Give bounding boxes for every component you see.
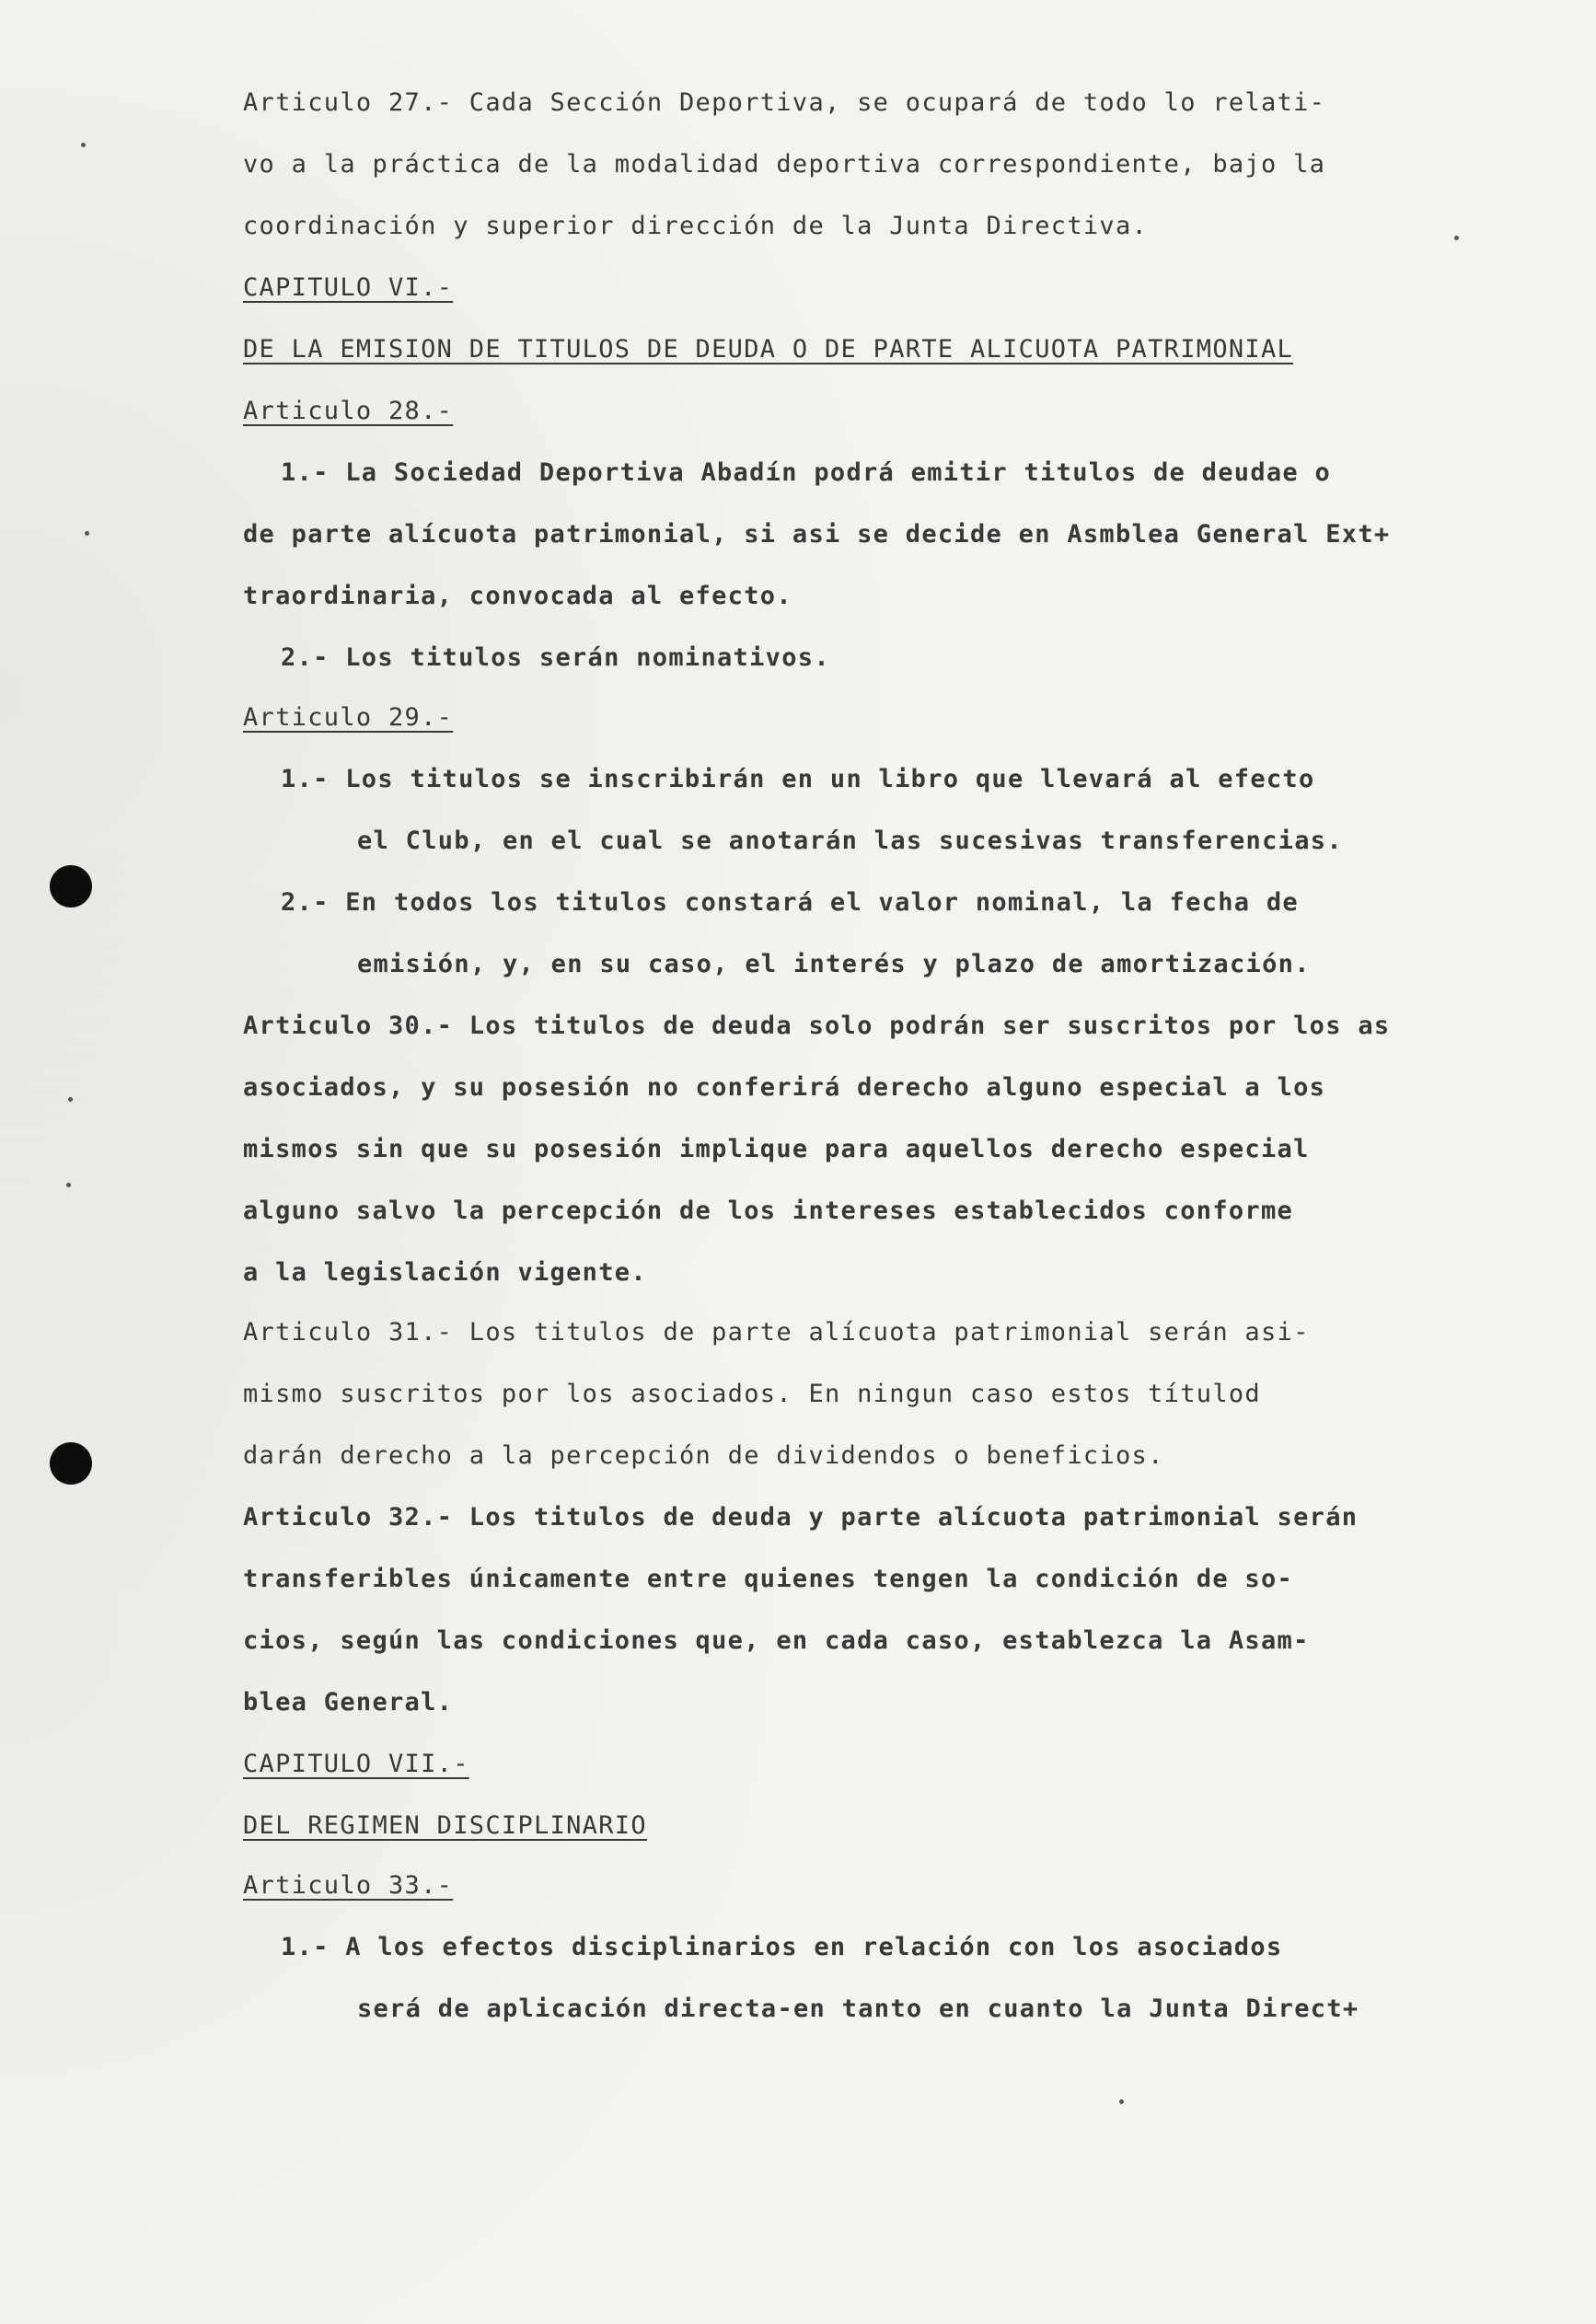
article-28-item-1-line-2: de parte alícuota patrimonial, si asi se decide en Asmblea General Ext+ xyxy=(243,520,1391,549)
ink-speck xyxy=(66,1183,71,1187)
article-29-item-1-line-2: el Club, en el cual se anotarán las sucesivas transferencias. xyxy=(357,827,1343,855)
article-33-item-1-line-2: será de aplicación directa-en tanto en cuanto la Junta Direct+ xyxy=(357,1994,1359,2023)
article-30-line-1: Articulo 30.- Los titulos de deuda solo podrán ser suscritos por los as xyxy=(243,1012,1391,1040)
article-29-item-2-line-1: 2.- En todos los titulos constará el valor nominal, la fecha de xyxy=(281,888,1299,917)
article-27-line-2: vo a la práctica de la modalidad deportiva correspondiente, bajo la xyxy=(243,150,1326,179)
article-29-heading: Articulo 29.- xyxy=(243,703,454,732)
article-30-line-2: asociados, y su posesión no conferirá derecho alguno especial a los xyxy=(243,1073,1326,1102)
article-28-item-1-line-3: traordinaria, convocada al efecto. xyxy=(243,582,792,610)
article-28-heading: Articulo 28.- xyxy=(243,397,454,425)
article-29-item-2-line-2: emisión, y, en su caso, el interés y plazo de amortización. xyxy=(357,950,1311,978)
article-33-item-1-line-1: 1.- A los efectos disciplinarios en relación con los asociados xyxy=(281,1933,1283,1961)
article-27-line-1: Articulo 27.- Cada Sección Deportiva, se ocupará de todo lo relati- xyxy=(243,88,1326,117)
chapter-7-heading: CAPITULO VII.- xyxy=(243,1750,469,1778)
article-30-line-5: a la legislación vigente. xyxy=(243,1258,647,1287)
chapter-6-title: DE LA EMISION DE TITULOS DE DEUDA O DE PARTE ALICUOTA PATRIMONIAL xyxy=(243,335,1294,364)
ink-speck xyxy=(1119,2099,1124,2104)
article-30-line-3: mismos sin que su posesión implique para aquellos derecho especial xyxy=(243,1135,1310,1163)
article-29-item-1-line-1: 1.- Los titulos se inscribirán en un libro que llevará al efecto xyxy=(281,765,1315,793)
article-32-line-2: transferibles únicamente entre quienes tengen la condición de so- xyxy=(243,1565,1294,1593)
article-31-line-3: darán derecho a la percepción de dividendos o beneficios. xyxy=(243,1441,1164,1470)
article-31-line-1: Articulo 31.- Los titulos de parte alícuota patrimonial serán asi- xyxy=(243,1318,1310,1347)
article-28-item-1-line-1: 1.- La Sociedad Deportiva Abadín podrá emitir titulos de deudae o xyxy=(281,458,1332,487)
article-27-line-3: coordinación y superior dirección de la Junta Directiva. xyxy=(243,212,1149,240)
punch-hole-bottom xyxy=(50,1442,92,1485)
chapter-6-heading: CAPITULO VI.- xyxy=(243,273,454,302)
ink-speck xyxy=(1454,236,1459,240)
article-30-line-4: alguno salvo la percepción de los intereses establecidos conforme xyxy=(243,1197,1294,1225)
ink-speck xyxy=(68,1097,73,1102)
article-28-item-2: 2.- Los titulos serán nominativos. xyxy=(281,643,830,672)
punch-hole-top xyxy=(50,865,92,908)
ink-speck xyxy=(81,143,86,147)
article-32-line-1: Articulo 32.- Los titulos de deuda y parte alícuota patrimonial serán xyxy=(243,1503,1359,1532)
article-33-heading: Articulo 33.- xyxy=(243,1871,454,1900)
article-32-line-3: cios, según las condiciones que, en cada caso, establezca la Asam- xyxy=(243,1626,1310,1655)
ink-speck xyxy=(85,531,89,536)
article-32-line-4: blea General. xyxy=(243,1688,454,1717)
article-31-line-2: mismo suscritos por los asociados. En ningun caso estos títulod xyxy=(243,1380,1261,1408)
chapter-7-title: DEL REGIMEN DISCIPLINARIO xyxy=(243,1811,647,1840)
